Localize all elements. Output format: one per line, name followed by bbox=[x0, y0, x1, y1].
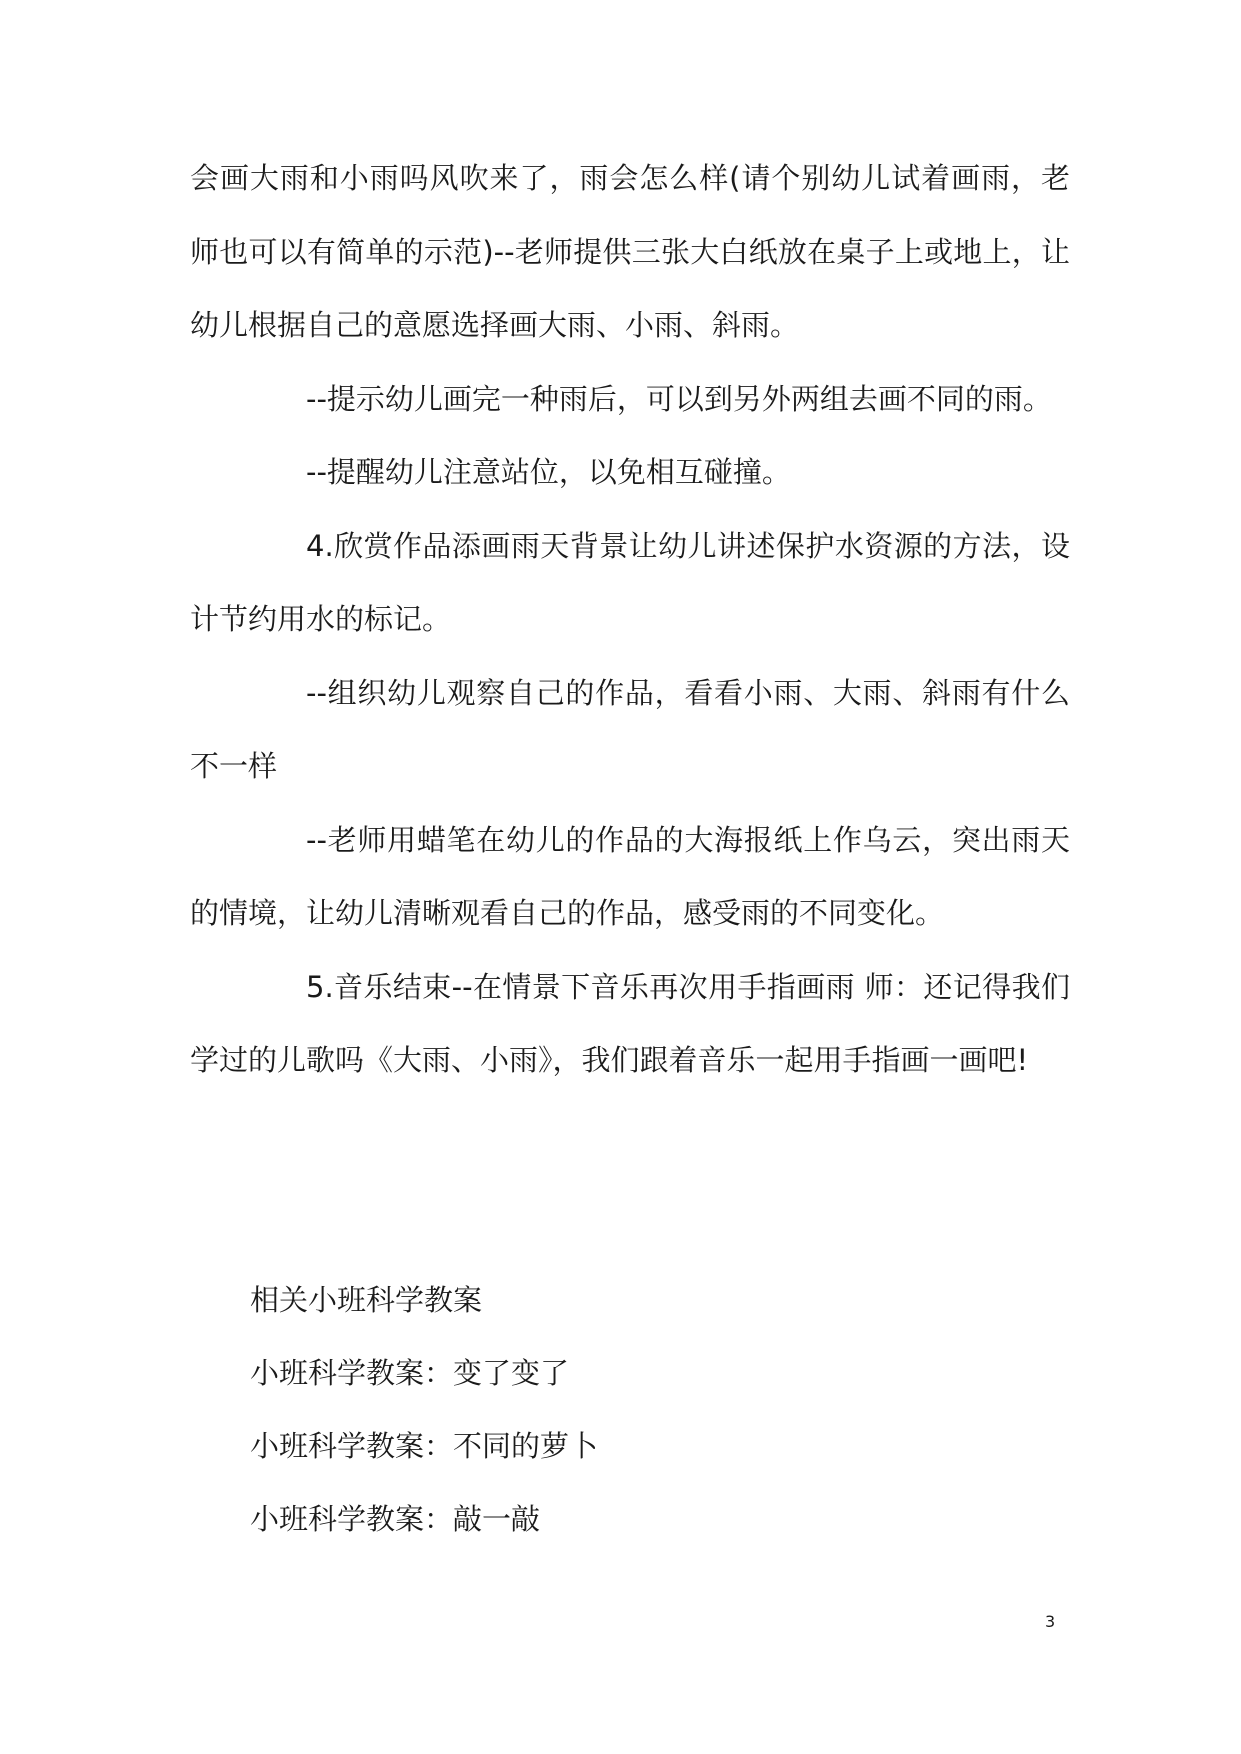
paragraph-3: --提醒幼儿注意站位，以免相互碰撞。 bbox=[306, 455, 791, 489]
related-link-1[interactable]: 小班科学教案：变了变了 bbox=[250, 1356, 570, 1390]
paragraph-1: 会画大雨和小雨吗风吹来了，雨会怎么样(请个别幼儿试着画雨，老师也可以有简单的示范)--老师提供三张大白纸放在桌子上或地上，让幼儿根据自己的意愿选择画大雨、小雨、斜雨。 bbox=[190, 161, 1070, 342]
paragraph-7: 5.音乐结束--在情景下音乐再次用手指画雨 师：还记得我们学过的儿歌吗《大雨、小雨》，我们跟着音乐一起用手指画一画吧! bbox=[190, 969, 1070, 1077]
paragraph-2: --提示幼儿画完一种雨后，可以到另外两组去画不同的雨。 bbox=[306, 381, 1052, 416]
body-text bbox=[190, 142, 1070, 1098]
related-heading: 相关小班科学教案 bbox=[250, 1283, 483, 1317]
related-link-2[interactable]: 小班科学教案：不同的萝卜 bbox=[250, 1429, 599, 1463]
paragraph-5: --组织幼儿观察自己的作品，看看小雨、大雨、斜雨有什么不一样 bbox=[190, 675, 1070, 783]
related-link-3[interactable]: 小班科学教案：敲一敲 bbox=[250, 1502, 541, 1536]
paragraph-6: --老师用蜡笔在幼儿的作品的大海报纸上作乌云，突出雨天的情境，让幼儿清晰观看自己的作品，感受雨的不同变化。 bbox=[190, 822, 1070, 930]
page-number: 3 bbox=[1045, 1612, 1056, 1631]
paragraph-4: 4.欣赏作品添画雨天背景让幼儿讲述保护水资源的方法，设计节约用水的标记。 bbox=[190, 528, 1070, 636]
related-lessons bbox=[250, 1264, 1050, 1556]
